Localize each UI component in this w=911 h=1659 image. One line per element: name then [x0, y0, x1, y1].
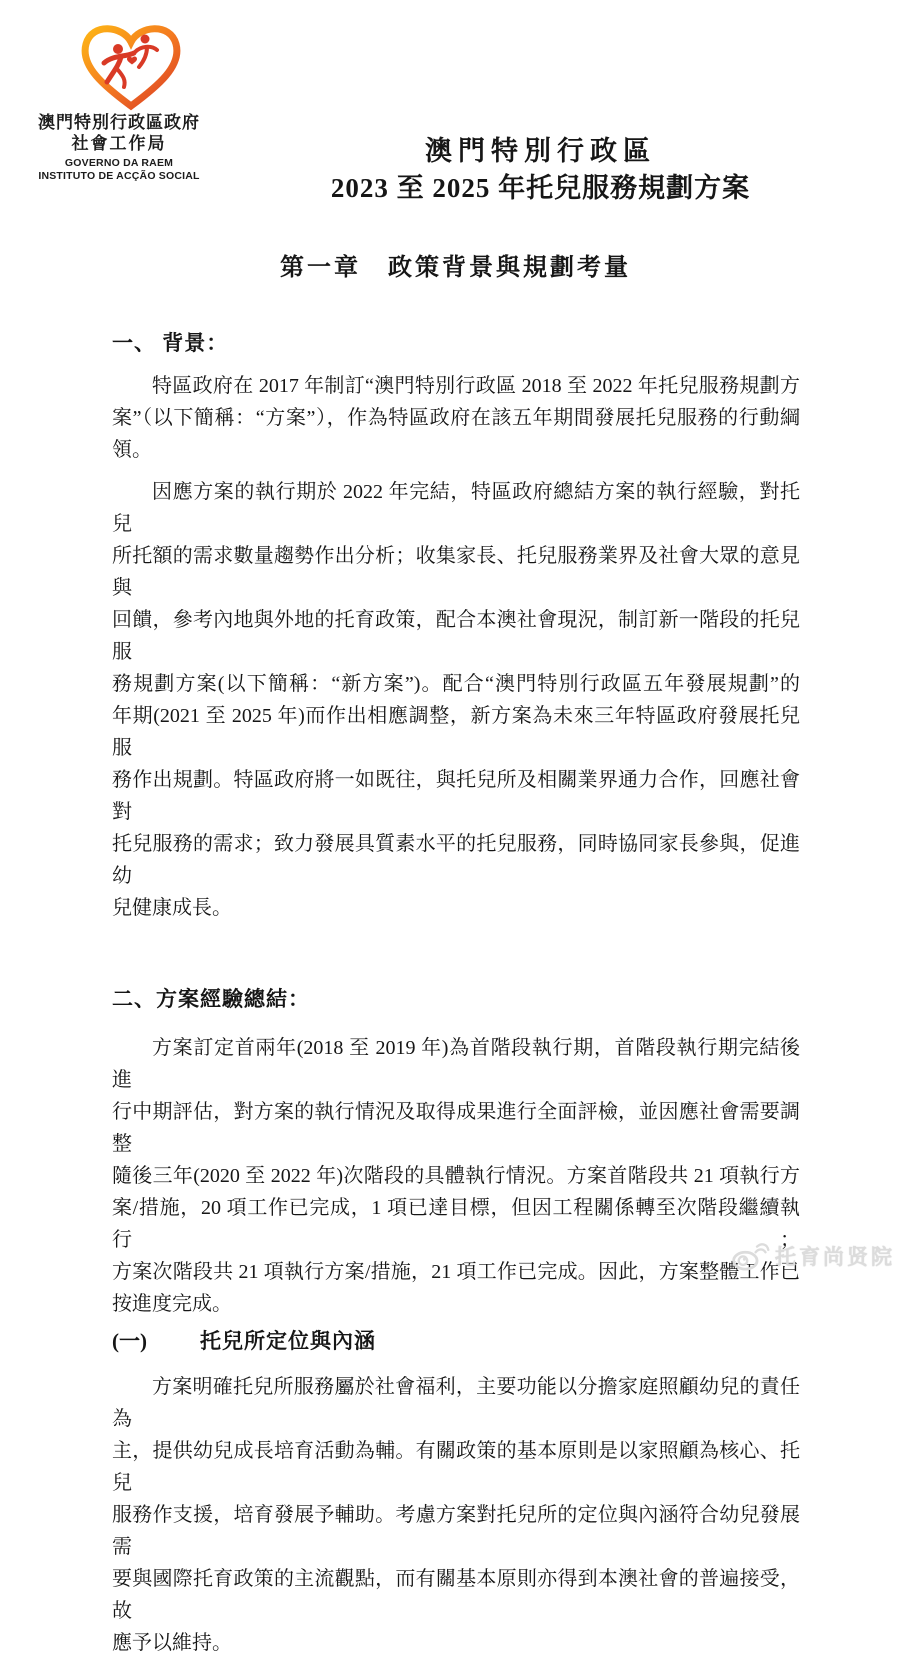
text-line: 應予以維持。 [112, 1632, 232, 1654]
text-line: 方案明確托兒所服務屬於社會福利，主要功能以分擔家庭照顧幼兒的責任為 [112, 1376, 800, 1430]
text-line: 要與國際托育政策的主流觀點，而有關基本原則亦得到本澳社會的普遍接受，故 [112, 1568, 800, 1622]
text-line: 隨後三年(2020 至 2022 年)次階段的具體執行情況。方案首階段共 21 項執行方 [112, 1165, 800, 1187]
text-line: 回饋，參考內地與外地的托育政策，配合本澳社會現況，制訂新一階段的托兒服 [112, 609, 800, 663]
paragraph-positioning [112, 1371, 800, 1659]
org-name-pt-line1: GOVERNO DA RAEM [64, 157, 174, 169]
text-line: 領。 [112, 439, 152, 461]
text-line: 行中期評估，對方案的執行情況及取得成果進行全面評檢，並因應社會需要調整 [112, 1101, 800, 1155]
subsection-title: 托兒所定位與內涵 [200, 1329, 376, 1353]
org-name-pt-line2: INSTITUTO DE ACÇÃO SOCIAL [38, 170, 200, 182]
text-line: 主，提供幼兒成長培育活動為輔。有關政策的基本原則是以家照顧為核心、托兒 [112, 1440, 800, 1494]
ias-heart-logo-icon [76, 22, 186, 114]
text-line: 案”（以下簡稱：“方案”），作為特區政府在該五年期間發展托兒服務的行動綱 [112, 407, 800, 429]
section-heading-background: 一、 背景： [112, 331, 229, 355]
document-title-line1: 澳門特別行政區 [425, 136, 656, 166]
document-title [170, 134, 911, 205]
chapter-heading: 第一章 政策背景與規劃考量 [280, 255, 631, 281]
text-line: 案/措施，20 項工作已完成，1 項已達目標，但因工程關係轉至次階段繼續執行； [112, 1197, 800, 1251]
subsection-marker: (一) [112, 1329, 147, 1353]
text-line: 所托額的需求數量趨勢作出分析；收集家長、托兒服務業界及社會大眾的意見與 [112, 545, 800, 599]
watermark [731, 1241, 895, 1271]
text-line: 服務作支援，培育發展予輔助。考慮方案對托兒所的定位與內涵符合幼兒發展需 [112, 1504, 800, 1558]
paragraph-experience-summary [112, 1032, 800, 1320]
org-name-zh-line1: 澳門特別行政區政府 [38, 113, 200, 132]
text-line: 按進度完成。 [112, 1293, 232, 1315]
paragraph-background-1 [112, 370, 800, 466]
text-line: 特區政府在 2017 年制訂“澳門特別行政區 2018 至 2022 年托兒服務規劃方 [152, 375, 800, 397]
text-line: 因應方案的執行期於 2022 年完結，特區政府總結方案的執行經驗，對托兒 [112, 481, 800, 535]
paragraph-background-2 [112, 476, 800, 924]
text-line: 方案訂定首兩年(2018 至 2019 年)為首階段執行期，首階段執行期完結後進 [112, 1037, 800, 1091]
section-heading-experience-summary: 二、方案經驗總結： [112, 987, 310, 1011]
document-body [112, 328, 800, 1659]
text-line: 方案次階段共 21 項執行方案/措施，21 項工作已完成。因此，方案整體工作已 [112, 1261, 800, 1283]
subsection-heading-positioning [112, 1326, 800, 1356]
text-line: 兒健康成長。 [112, 897, 232, 919]
document-title-line2: 2023 至 2025 年托兒服務規劃方案 [330, 173, 751, 203]
watermark-text: 托育尚贤院 [775, 1246, 895, 1269]
weibo-icon [731, 1241, 769, 1271]
text-line: 托兒服務的需求；致力發展具質素水平的托兒服務，同時協同家長參與，促進幼 [112, 833, 800, 887]
text-line: 務作出規劃。特區政府將一如既往，與托兒所及相關業界通力合作，回應社會對 [112, 769, 800, 823]
text-line: 年期(2021 至 2025 年)而作出相應調整，新方案為未來三年特區政府發展托兒服 [112, 705, 800, 759]
text-line: 務規劃方案(以下簡稱：“新方案”)。配合“澳門特別行政區五年發展規劃”的 [112, 673, 800, 695]
org-name-zh-line2: 社會工作局 [71, 134, 167, 153]
